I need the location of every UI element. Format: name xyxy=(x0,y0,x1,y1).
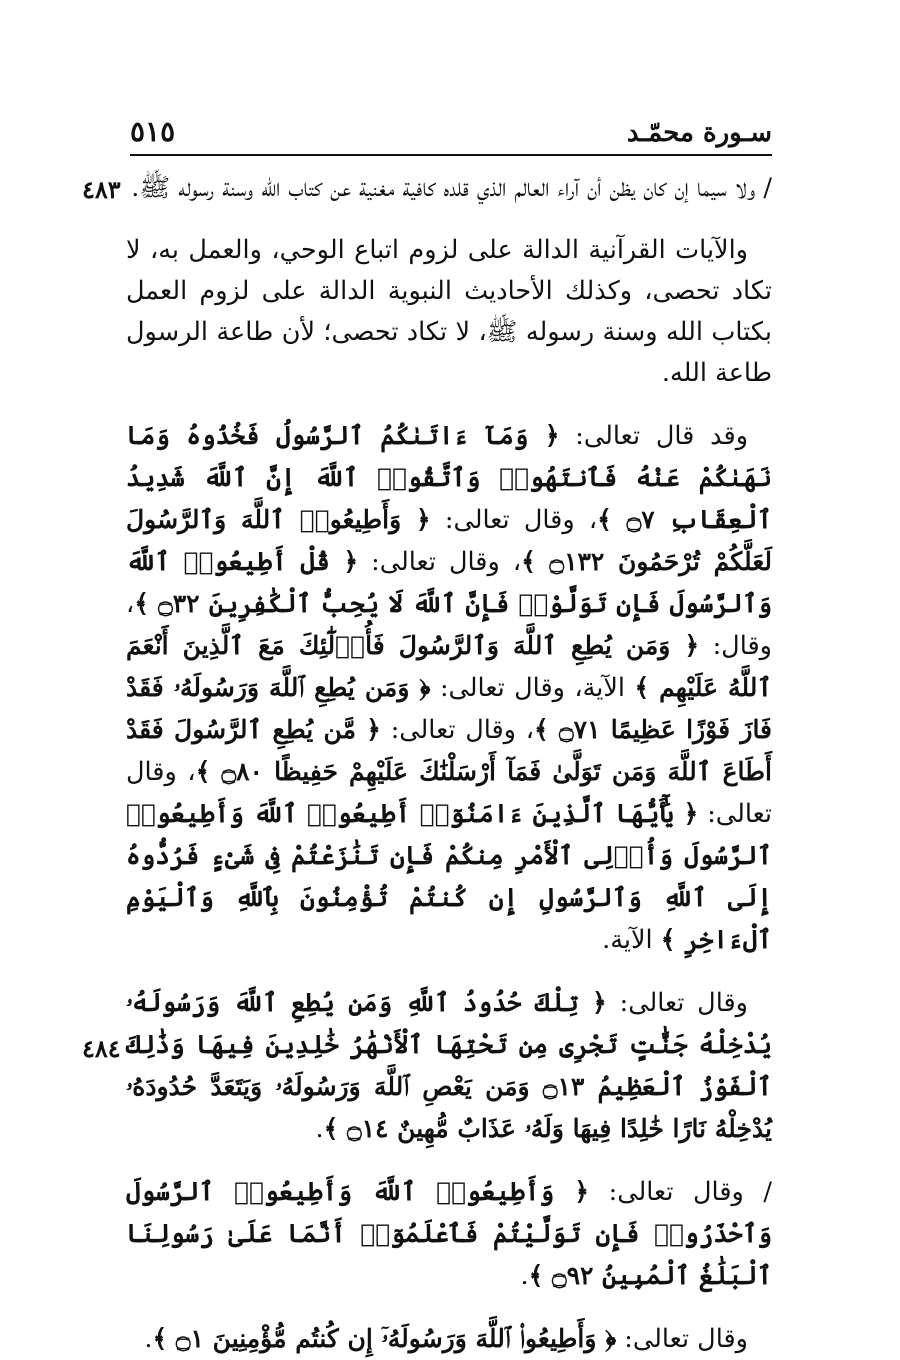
page-header xyxy=(130,108,772,156)
quran-verse: ﴿ وَأَطِيعُوا۟ ٱللَّهَ وَأَطِيعُوا۟ ٱلرَّسُولَ وَٱحْذَرُوا۟ فَإِن تَوَلَّيْتُمْ فَٱعْلَمُوٓا۟ أَنَّمَا عَلَىٰ رَسُولِنَا ٱلْبَلَٰغُ ٱلْمُبِينُ ۝٩٢ ﴾ xyxy=(126,1177,772,1290)
surah-title: سـورة محمّـد xyxy=(626,118,772,148)
quran-verse: ﴿ قُلْ أَطِيعُوا۟ ٱللَّهَ وَٱلرَّسُولَ فَإِن تَوَلَّوْا۟ فَإِنَّ ٱللَّهَ لَا يُحِبُّ ٱلْكَٰفِرِينَ ۝٣٢ ﴾ xyxy=(126,547,772,618)
connector-text: ، وقال تعالى: xyxy=(444,505,598,535)
margin-marker-483: ٤٨٣ xyxy=(82,175,121,204)
connector-text: ، وقال: xyxy=(126,589,772,661)
paragraph-2: والآيات القرآنية الدالة على لزوم اتباع الوحي، والعمل به، لا تكاد تحصى، وكذلك الأحاديث النبوية الدالة على لزوم العمل بكتاب الله وسنة رسوله ﷺ، لا تكاد تحصى؛ لأن طاعة الرسول طاعة الله. xyxy=(126,235,772,388)
quran-verse: ﴿ وَمَن يُطِعِ ٱللَّهَ وَرَسُولَهُۥ فَقَدْ فَازَ فَوْزًا عَظِيمًا ۝٧١ ﴾ xyxy=(126,673,773,744)
page-number: ٥١٥ xyxy=(130,115,176,148)
connector-text: الآية. xyxy=(602,925,653,955)
connector-text: ، وقال تعالى: xyxy=(371,547,522,577)
connector-text: ، وقال تعالى: xyxy=(390,715,534,745)
intro-text: وقد قال تعالى: xyxy=(575,421,749,451)
margin-marker-484: ٤٨٤ xyxy=(82,1034,121,1063)
quran-verse: ﴿ مَّن يُطِعِ ٱلرَّسُولَ فَقَدْ أَطَاعَ ٱللَّهَ وَمَن تَوَلَّىٰ فَمَآ أَرْسَلْنَٰكَ عَلَيْهِمْ حَفِيظًا ۝٨٠ ﴾ xyxy=(126,715,772,786)
connector-text: الآية، وقال تعالى: xyxy=(439,673,626,703)
intro-text: / وقال تعالى: xyxy=(608,1177,773,1207)
intro-text: وقال تعالى: xyxy=(624,1324,748,1354)
quran-verse: ﴿ وَمَن يُطِعِ ٱللَّهَ وَٱلرَّسُولَ فَأُو۟لَٰٓئِكَ مَعَ ٱلَّذِينَ أَنْعَمَ ٱللَّهُ عَلَيْهِم ﴾ xyxy=(126,631,772,702)
paragraph-5 xyxy=(126,1171,772,1297)
paragraph-4 xyxy=(126,982,772,1150)
connector-text: . xyxy=(144,1324,153,1354)
quran-verse: ﴿ يَٰٓأَيُّهَا ٱلَّذِينَ ءَامَنُوٓا۟ أَطِيعُوا۟ ٱللَّهَ وَأَطِيعُوا۟ ٱلرَّسُولَ وَأُو۟لِى ٱلْأَمْرِ مِنكُمْ فَإِن تَنَٰزَعْتُمْ فِى شَىْءٍ فَرُدُّوهُ إِلَى ٱللَّهِ وَٱلرَّسُولِ إِن كُنتُمْ تُؤْمِنُونَ بِٱللَّهِ وَٱلْيَوْمِ ٱلْءَاخِرِ ﴾ xyxy=(126,799,772,954)
quran-verse: ﴿ وَمَآ ءَاتَىٰكُمُ ٱلرَّسُولُ فَخُذُوهُ وَمَا نَهَىٰكُمْ عَنْهُ فَٱنتَهُوا۟ وَٱتَّقُوا۟ ٱللَّهَ إِنَّ ٱللَّهَ شَدِيدُ ٱلْعِقَابِ ۝٧ ﴾ xyxy=(126,421,773,534)
quran-verse: ﴿ تِلْكَ حُدُودُ ٱللَّهِ وَمَن يُطِعِ ٱللَّهَ وَرَسُولَهُۥ يُدْخِلْهُ جَنَّٰتٍ تَجْرِى مِن تَحْتِهَا ٱلْأَنْهَٰرُ خَٰلِدِينَ فِيهَا وَذَٰلِكَ ٱلْفَوْزُ ٱلْعَظِيمُ ۝١٣ وَمَن يَعْصِ ٱللَّهَ وَرَسُولَهُۥ وَيَتَعَدَّ حُدُودَهُۥ يُدْخِلْهُ نَارًا خَٰلِدًا فِيهَا وَلَهُۥ عَذَابٌ مُّهِينٌ ۝١٤ ﴾ xyxy=(126,988,772,1143)
quran-verse: ﴿ وَأَطِيعُوا۟ ٱللَّهَ وَٱلرَّسُولَ لَعَلَّكُمْ تُرْحَمُونَ ۝١٣٢ ﴾ xyxy=(126,505,773,576)
paragraph-1: / ولا سيما إن كان يظن أن آراء العالم الذي قلده كافية مغنية عن كتاب الله وسنة رسوله ﷺ. xyxy=(131,173,772,203)
connector-text: ، وقال تعالى: xyxy=(126,757,773,829)
connector-text: . xyxy=(315,1114,324,1144)
paragraph-6 xyxy=(126,1318,772,1360)
intro-text: وقال تعالى: xyxy=(619,988,748,1018)
quran-verse: ﴿ وَأَطِيعُوا۟ ٱللَّهَ وَرَسُولَهُۥٓ إِن كُنتُم مُّؤْمِنِينَ ۝١ ﴾ xyxy=(152,1324,617,1353)
paragraph-3 xyxy=(126,415,772,961)
connector-text: . xyxy=(520,1261,529,1291)
page-body xyxy=(126,168,772,1360)
